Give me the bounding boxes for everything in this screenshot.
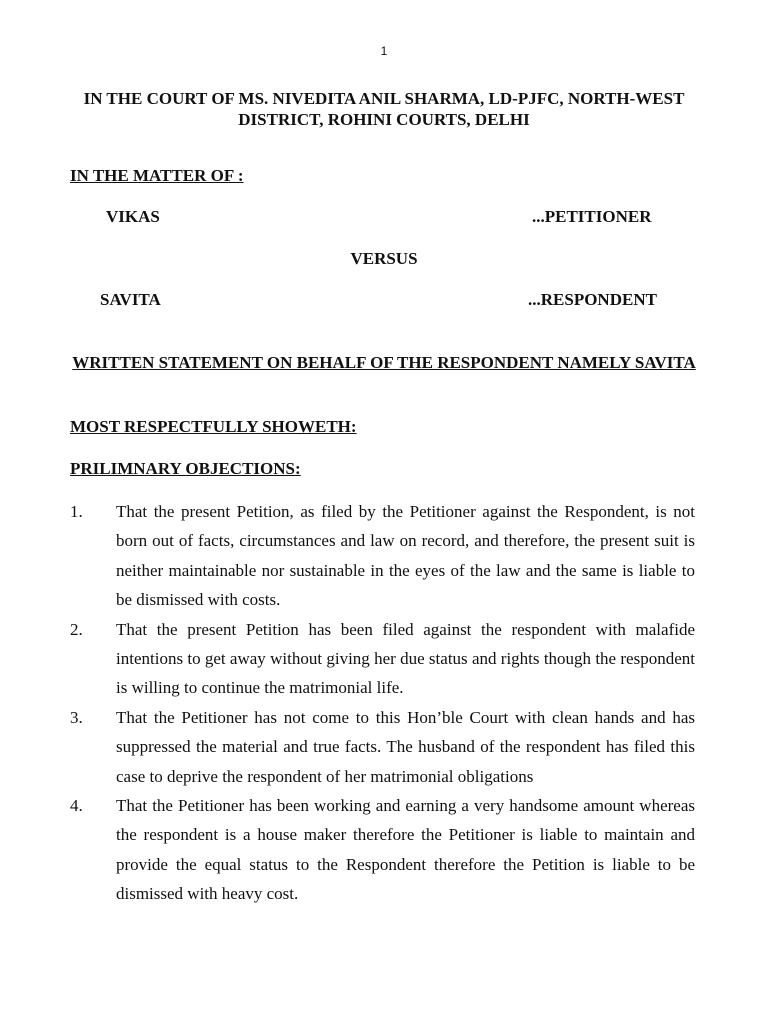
versus-label: VERSUS [350, 249, 418, 268]
respondent-role: ...RESPONDENT [528, 290, 657, 309]
list-item [70, 497, 695, 615]
showeth-heading: MOST RESPECTFULLY SHOWETH: [70, 417, 357, 436]
list-item [70, 791, 695, 909]
statement-title: WRITTEN STATEMENT ON BEHALF OF THE RESPONDENT NAMELY SAVITA [72, 353, 696, 372]
objection-text: That the Petitioner has been working and earning a very handsome amount whereas the respondent is a house maker therefore the Petitioner is liable to maintain and provide the equal status to the Respondent therefore the Petition is liable to be dismissed with heavy cost. [116, 796, 695, 904]
objection-number: 3. [70, 707, 83, 727]
objections-list [70, 497, 695, 909]
court-title: IN THE COURT OF MS. NIVEDITA ANIL SHARMA, LD-PJFC, NORTH-WEST DISTRICT, ROHINI COURTS, DELHI [83, 89, 685, 129]
objection-text: That the Petitioner has not come to this Hon’ble Court with clean hands and has suppressed the material and true facts. The husband of the respondent has filed this case to deprive the respondent of her matrimonial obligations [116, 707, 695, 786]
objection-text: That the present Petition, as filed by the Petitioner against the Respondent, is not born out of facts, circumstances and law on record, and therefore, the present suit is neither maintainable nor sustainable in the eyes of the law and the same is liable to be dismissed with costs. [116, 502, 695, 610]
petitioner-name: VIKAS [106, 207, 160, 226]
petitioner-role: ...PETITIONER [532, 207, 652, 226]
respondent-name: SAVITA [100, 290, 161, 309]
objection-number: 1. [70, 502, 83, 521]
list-item [70, 615, 695, 703]
objection-number: 4. [70, 796, 83, 816]
page-number: 1 [380, 44, 388, 58]
matter-heading: IN THE MATTER OF : [70, 166, 244, 185]
objection-text: That the present Petition has been filed against the respondent with malafide intentions to get away without giving her due status and rights though the respondent is willing to continue the matrimonial life. [116, 619, 695, 698]
objection-number: 2. [70, 619, 83, 639]
list-item [70, 703, 695, 791]
objections-heading: PRILIMNARY OBJECTIONS: [70, 459, 301, 478]
